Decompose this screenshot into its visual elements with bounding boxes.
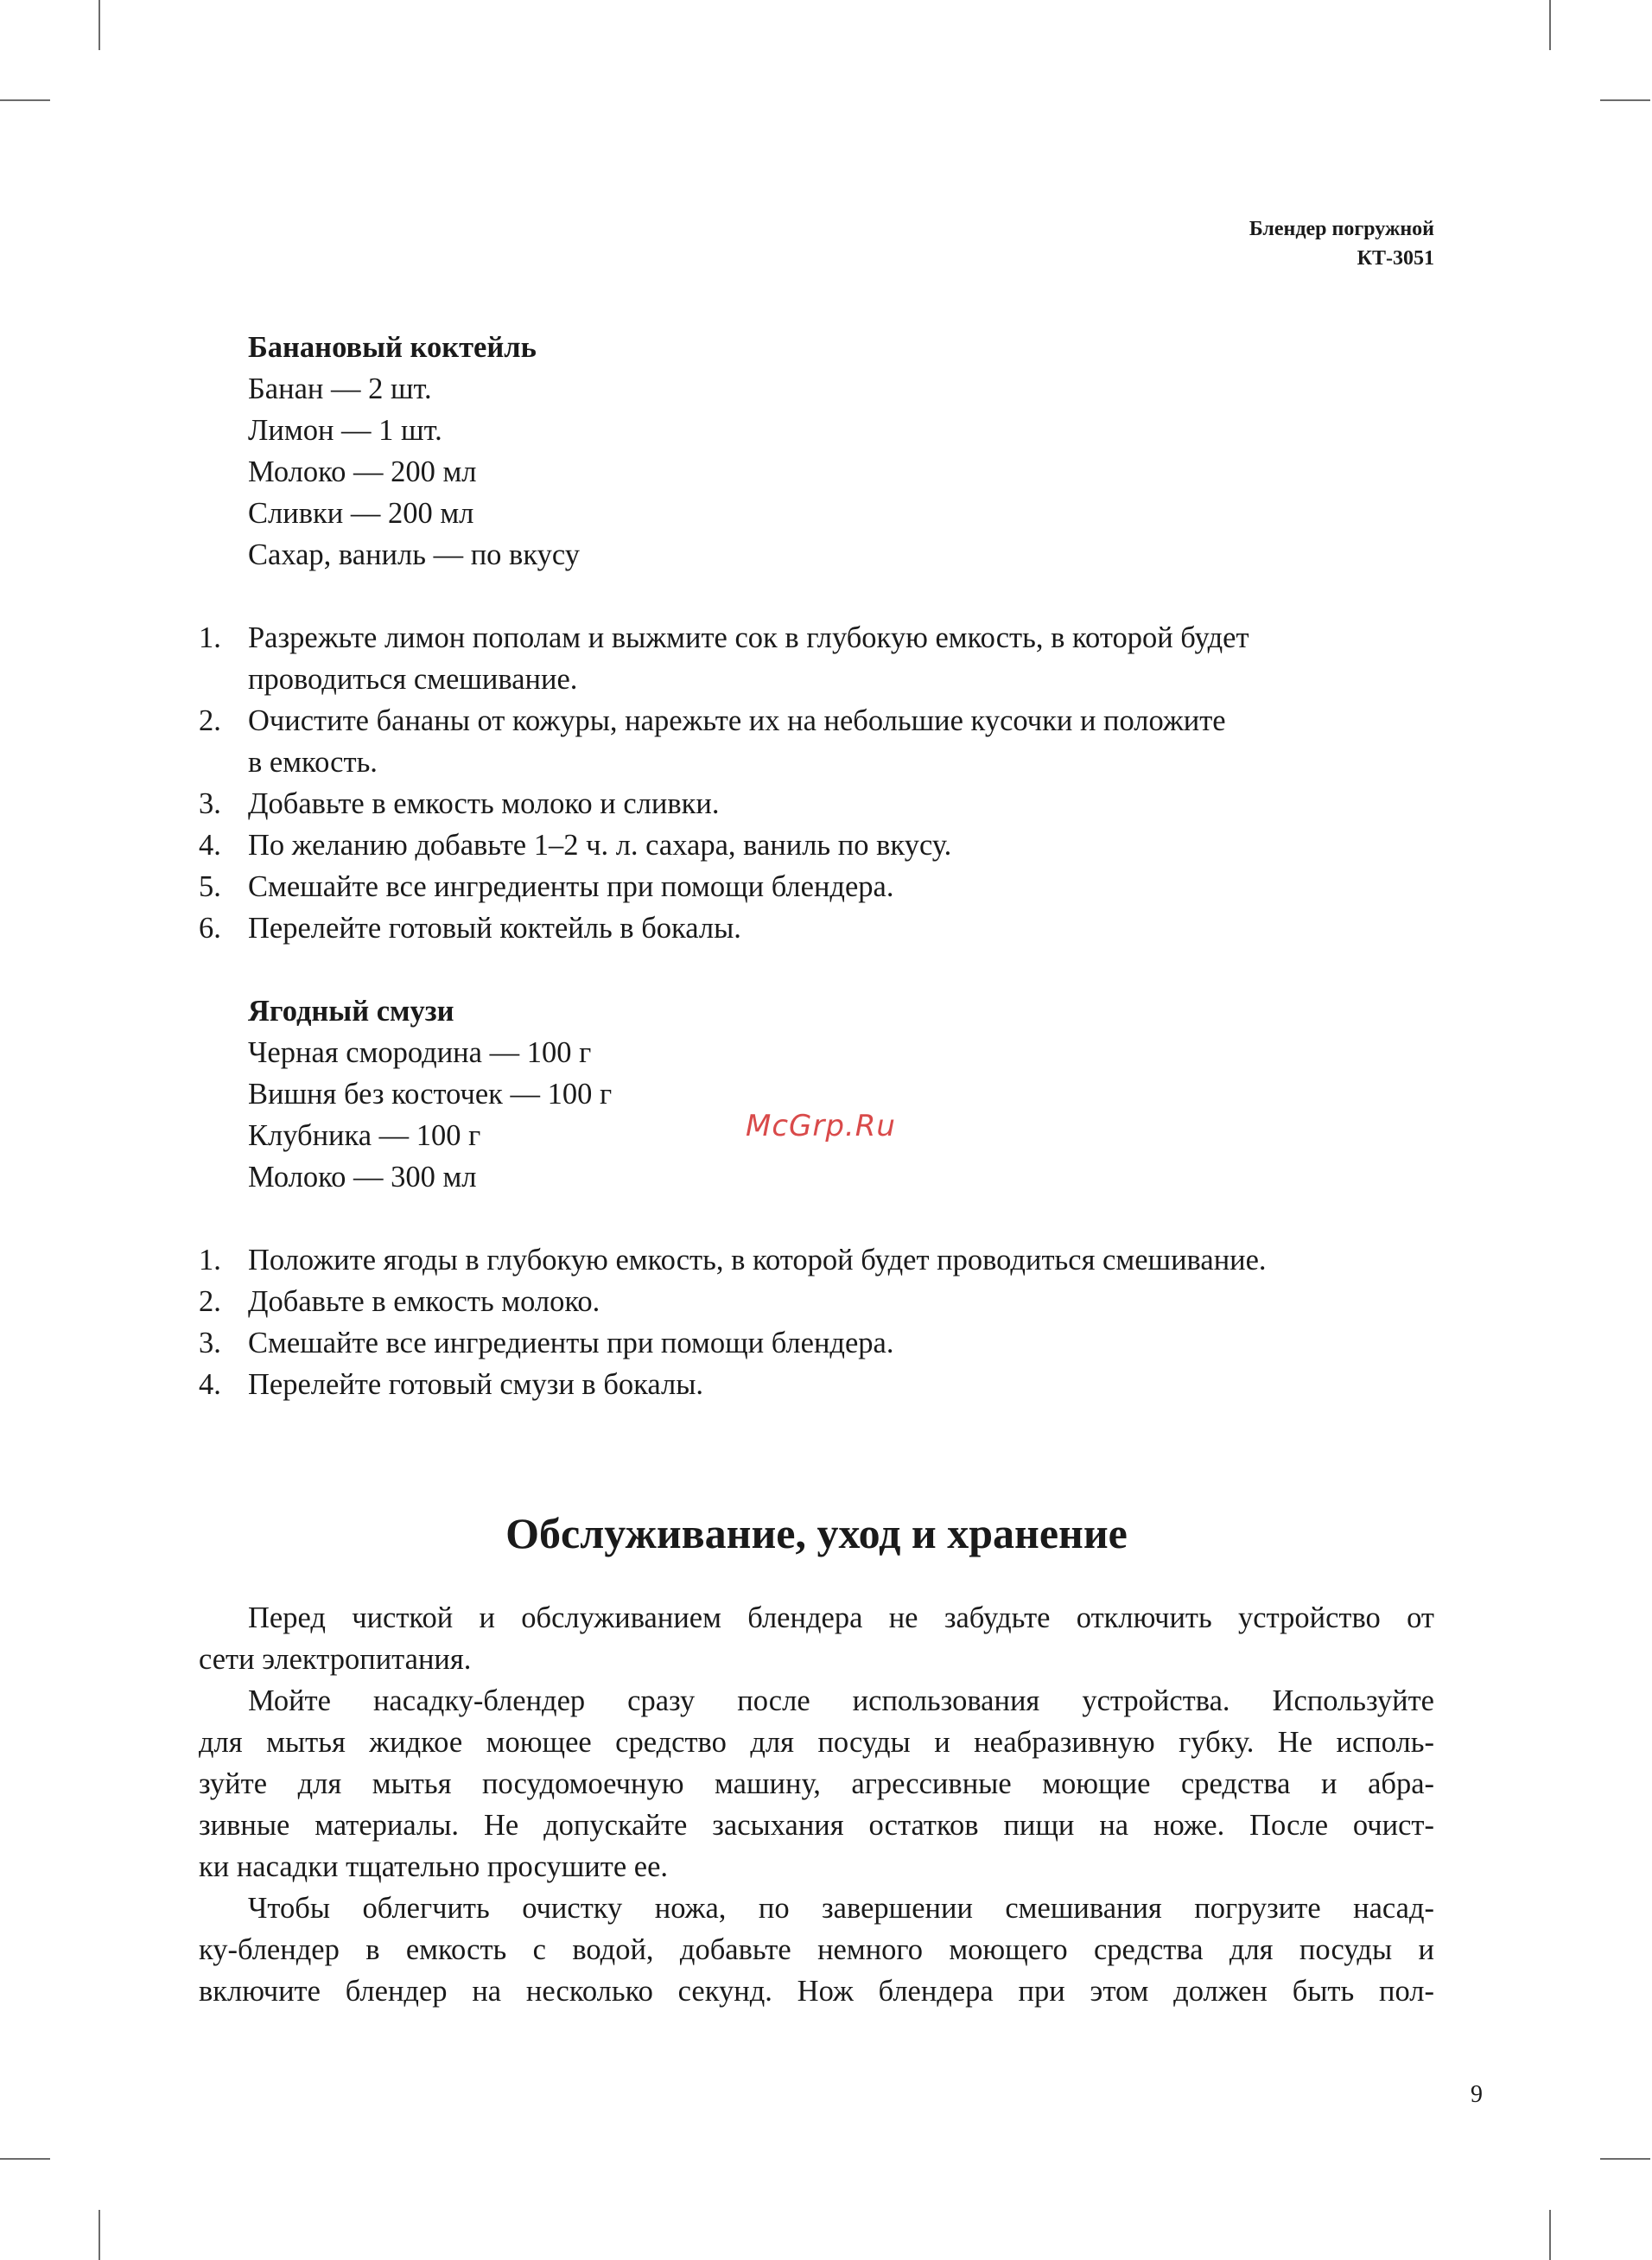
paragraph xyxy=(199,1680,1434,1888)
ingredient: Сливки — 200 мл xyxy=(248,497,474,530)
crop-mark xyxy=(1549,0,1551,50)
crop-mark xyxy=(98,0,100,50)
watermark: McGrp.Ru xyxy=(746,1109,896,1143)
paragraph-line: зивные материалы. Не допускайте засыхания остатков пищи на ноже. После очист- xyxy=(199,1809,1434,1842)
step xyxy=(199,783,1434,824)
step-text: в емкость. xyxy=(248,746,378,779)
recipe-banana-steps xyxy=(199,617,1434,949)
recipe-title: Ягодный смузи xyxy=(248,995,454,1028)
step-text: Добавьте в емкость молоко и сливки. xyxy=(248,787,720,820)
ingredient: Черная смородина — 100 г xyxy=(248,1036,592,1069)
step-text: Положите ягоды в глубокую емкость, в которой будет проводиться смешивание. xyxy=(248,1244,1267,1276)
step-number: 2. xyxy=(199,1285,221,1318)
crop-mark xyxy=(0,2158,50,2160)
page-number: 9 xyxy=(1471,2081,1483,2108)
step xyxy=(199,1322,1434,1364)
step-text: Добавьте в емкость молоко. xyxy=(248,1285,600,1318)
ingredient: Молоко — 300 мл xyxy=(248,1161,477,1194)
crop-mark xyxy=(1600,2158,1650,2160)
section-title: Обслуживание, уход и хранение xyxy=(505,1509,1128,1557)
ingredient: Банан — 2 шт. xyxy=(248,372,432,405)
step xyxy=(199,617,1434,700)
step-text: Очистите бананы от кожуры, нарежьте их на небольшие кусочки и положите xyxy=(248,704,1226,737)
header-product: Блендер погружной xyxy=(1249,218,1434,240)
ingredient: Вишня без косточек — 100 г xyxy=(248,1078,613,1111)
running-header xyxy=(1249,214,1434,273)
step xyxy=(199,1364,1434,1405)
header-model: КТ-3051 xyxy=(1357,247,1434,270)
crop-mark xyxy=(1549,2210,1551,2260)
step xyxy=(199,1281,1434,1322)
recipe-title: Банановый коктейль xyxy=(248,331,537,364)
ingredient: Сахар, ваниль — по вкусу xyxy=(248,538,580,571)
page-content xyxy=(199,327,1434,2012)
step xyxy=(199,866,1434,907)
step-text: Смешайте все ингредиенты при помощи блендера. xyxy=(248,1327,894,1359)
step xyxy=(199,824,1434,866)
crop-mark xyxy=(0,99,50,101)
step-text: По желанию добавьте 1–2 ч. л. сахара, ваниль по вкусу. xyxy=(248,829,952,862)
crop-mark xyxy=(1600,99,1650,101)
paragraph-line: сети электропитания. xyxy=(199,1643,472,1676)
paragraph-line: Мойте насадку-блендер сразу после использования устройства. Используйте xyxy=(248,1684,1434,1717)
paragraph xyxy=(199,1597,1434,1680)
step-text: Перелейте готовый коктейль в бокалы. xyxy=(248,912,741,945)
step xyxy=(199,1239,1434,1281)
step-number: 3. xyxy=(199,787,221,820)
step-number: 4. xyxy=(199,1368,221,1401)
paragraph-line: зуйте для мытья посудомоечную машину, агрессивные моющие средства и абра- xyxy=(199,1767,1434,1800)
step-number: 1. xyxy=(199,1244,221,1276)
recipe-berry-smoothie xyxy=(199,990,1434,1198)
paragraph-line: включите блендер на несколько секунд. Нож блендера при этом должен быть пол- xyxy=(199,1975,1434,2008)
step-number: 5. xyxy=(199,870,221,903)
step-text: проводиться смешивание. xyxy=(248,663,578,696)
paragraph-line: ку-блендер в емкость с водой, добавьте немного моющего средства для посуды и xyxy=(199,1933,1434,1966)
paragraph xyxy=(199,1888,1434,2012)
step-text: Разрежьте лимон пополам и выжмите сок в глубокую емкость, в которой будет xyxy=(248,621,1249,654)
step xyxy=(199,700,1434,783)
ingredient: Клубника — 100 г xyxy=(248,1119,481,1152)
step-text: Смешайте все ингредиенты при помощи блендера. xyxy=(248,870,894,903)
paragraph-line: Перед чисткой и обслуживанием блендера не забудьте отключить устройство от xyxy=(248,1601,1434,1634)
ingredient: Лимон — 1 шт. xyxy=(248,414,442,447)
step-number: 2. xyxy=(199,704,221,737)
step-number: 6. xyxy=(199,912,221,945)
step-text: Перелейте готовый смузи в бокалы. xyxy=(248,1368,704,1401)
paragraph-line: ки насадки тщательно просушите ее. xyxy=(199,1850,669,1883)
ingredient: Молоко — 200 мл xyxy=(248,455,477,488)
paragraph-line: для мытья жидкое моющее средство для посуды и неабразивную губку. Не исполь- xyxy=(199,1726,1434,1759)
step-number: 4. xyxy=(199,829,221,862)
step-number: 3. xyxy=(199,1327,221,1359)
paragraph-line: Чтобы облегчить очистку ножа, по завершении смешивания погрузите насад- xyxy=(248,1892,1434,1925)
recipe-banana xyxy=(199,327,1434,576)
recipe-berry-steps xyxy=(199,1239,1434,1405)
step-number: 1. xyxy=(199,621,221,654)
step xyxy=(199,907,1434,949)
crop-mark xyxy=(98,2210,100,2260)
